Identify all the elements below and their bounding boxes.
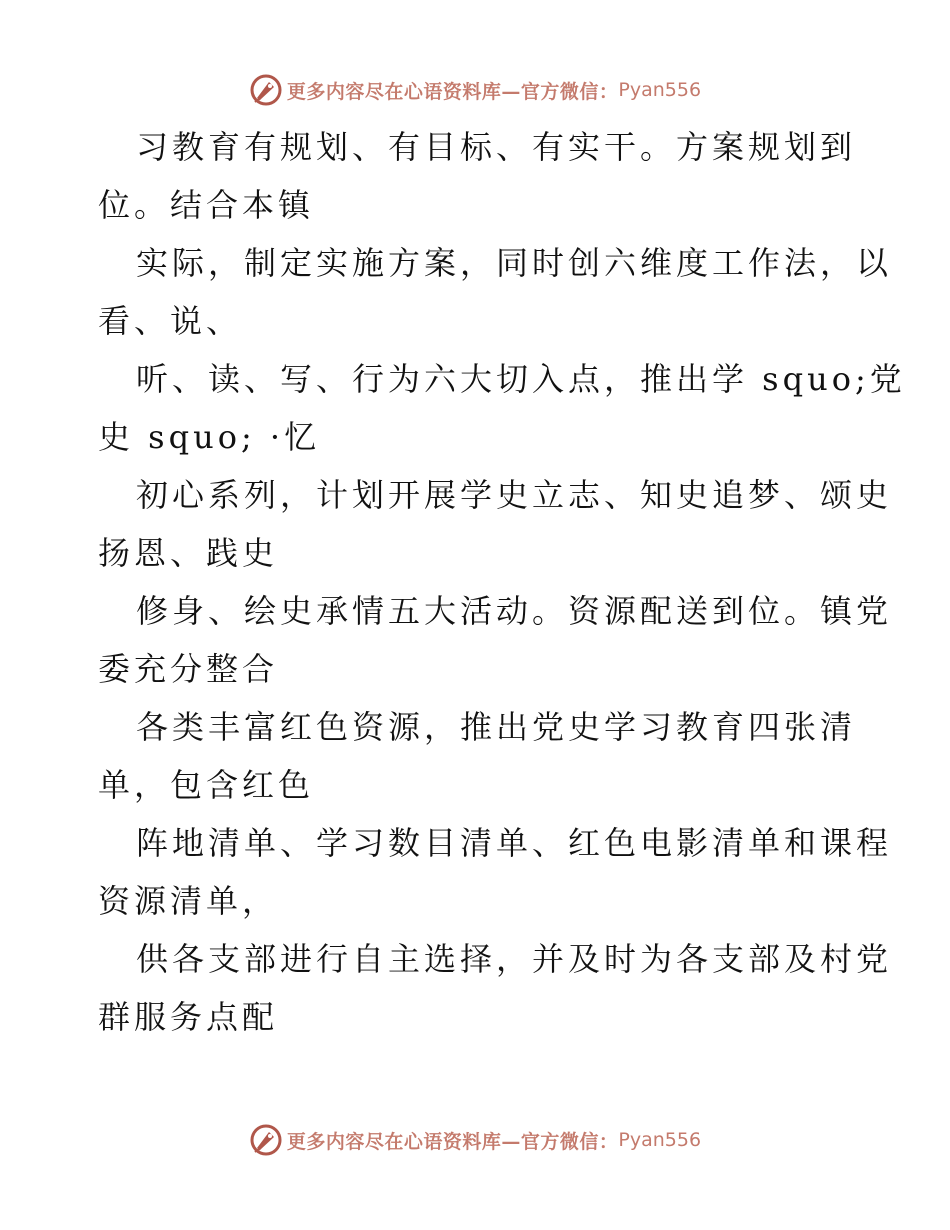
text-line: 位。结合本镇 — [98, 186, 315, 224]
text-line: 初心系列，计划开展学史立志、知史追梦、颂史 — [136, 476, 893, 514]
watermark-text: 更多内容尽在心语资料库—官方微信： — [286, 1130, 619, 1153]
paragraph-2 — [98, 234, 893, 350]
watermark-wechat-id: Pyan556 — [618, 1129, 702, 1151]
text-line: 委充分整合 — [98, 650, 279, 688]
text-line: 扬恩、践史 — [98, 534, 279, 572]
pen-nib-circle-icon — [249, 1123, 283, 1157]
watermark-text: 更多内容尽在心语资料库—官方微信： — [286, 80, 619, 103]
watermark-wechat-id: Pyan556 — [618, 79, 702, 101]
text-line: 各类丰富红色资源，推出党史学习教育四张清 — [136, 708, 857, 746]
paragraph-3 — [98, 350, 906, 466]
paragraph-4 — [98, 466, 893, 582]
text-line: 看、说、 — [98, 302, 243, 340]
paragraph-7 — [98, 814, 893, 930]
pen-nib-circle-icon — [249, 73, 283, 107]
watermark-header — [0, 70, 950, 110]
document-body — [98, 118, 906, 1046]
text-line: 资源清单， — [98, 882, 279, 920]
text-line: 实际，制定实施方案，同时创六维度工作法，以 — [136, 244, 893, 282]
text-line: 史 squo; ·忆 — [98, 418, 321, 456]
paragraph-5 — [98, 582, 893, 698]
text-line: 群服务点配 — [98, 998, 279, 1036]
watermark-footer — [0, 1120, 950, 1160]
text-line: 习教育有规划、有目标、有实干。方案规划到 — [136, 128, 857, 166]
paragraph-6 — [98, 698, 858, 814]
text-line: 供各支部进行自主选择，并及时为各支部及村党 — [136, 940, 893, 978]
text-line: 修身、绘史承情五大活动。资源配送到位。镇党 — [136, 592, 893, 630]
text-line: 单，包含红色 — [98, 766, 315, 804]
paragraph-1 — [98, 118, 858, 234]
text-line: 阵地清单、学习数目清单、红色电影清单和课程 — [136, 824, 893, 862]
paragraph-8 — [98, 930, 893, 1046]
text-line: 听、读、写、行为六大切入点，推出学 squo;党 — [136, 360, 906, 398]
